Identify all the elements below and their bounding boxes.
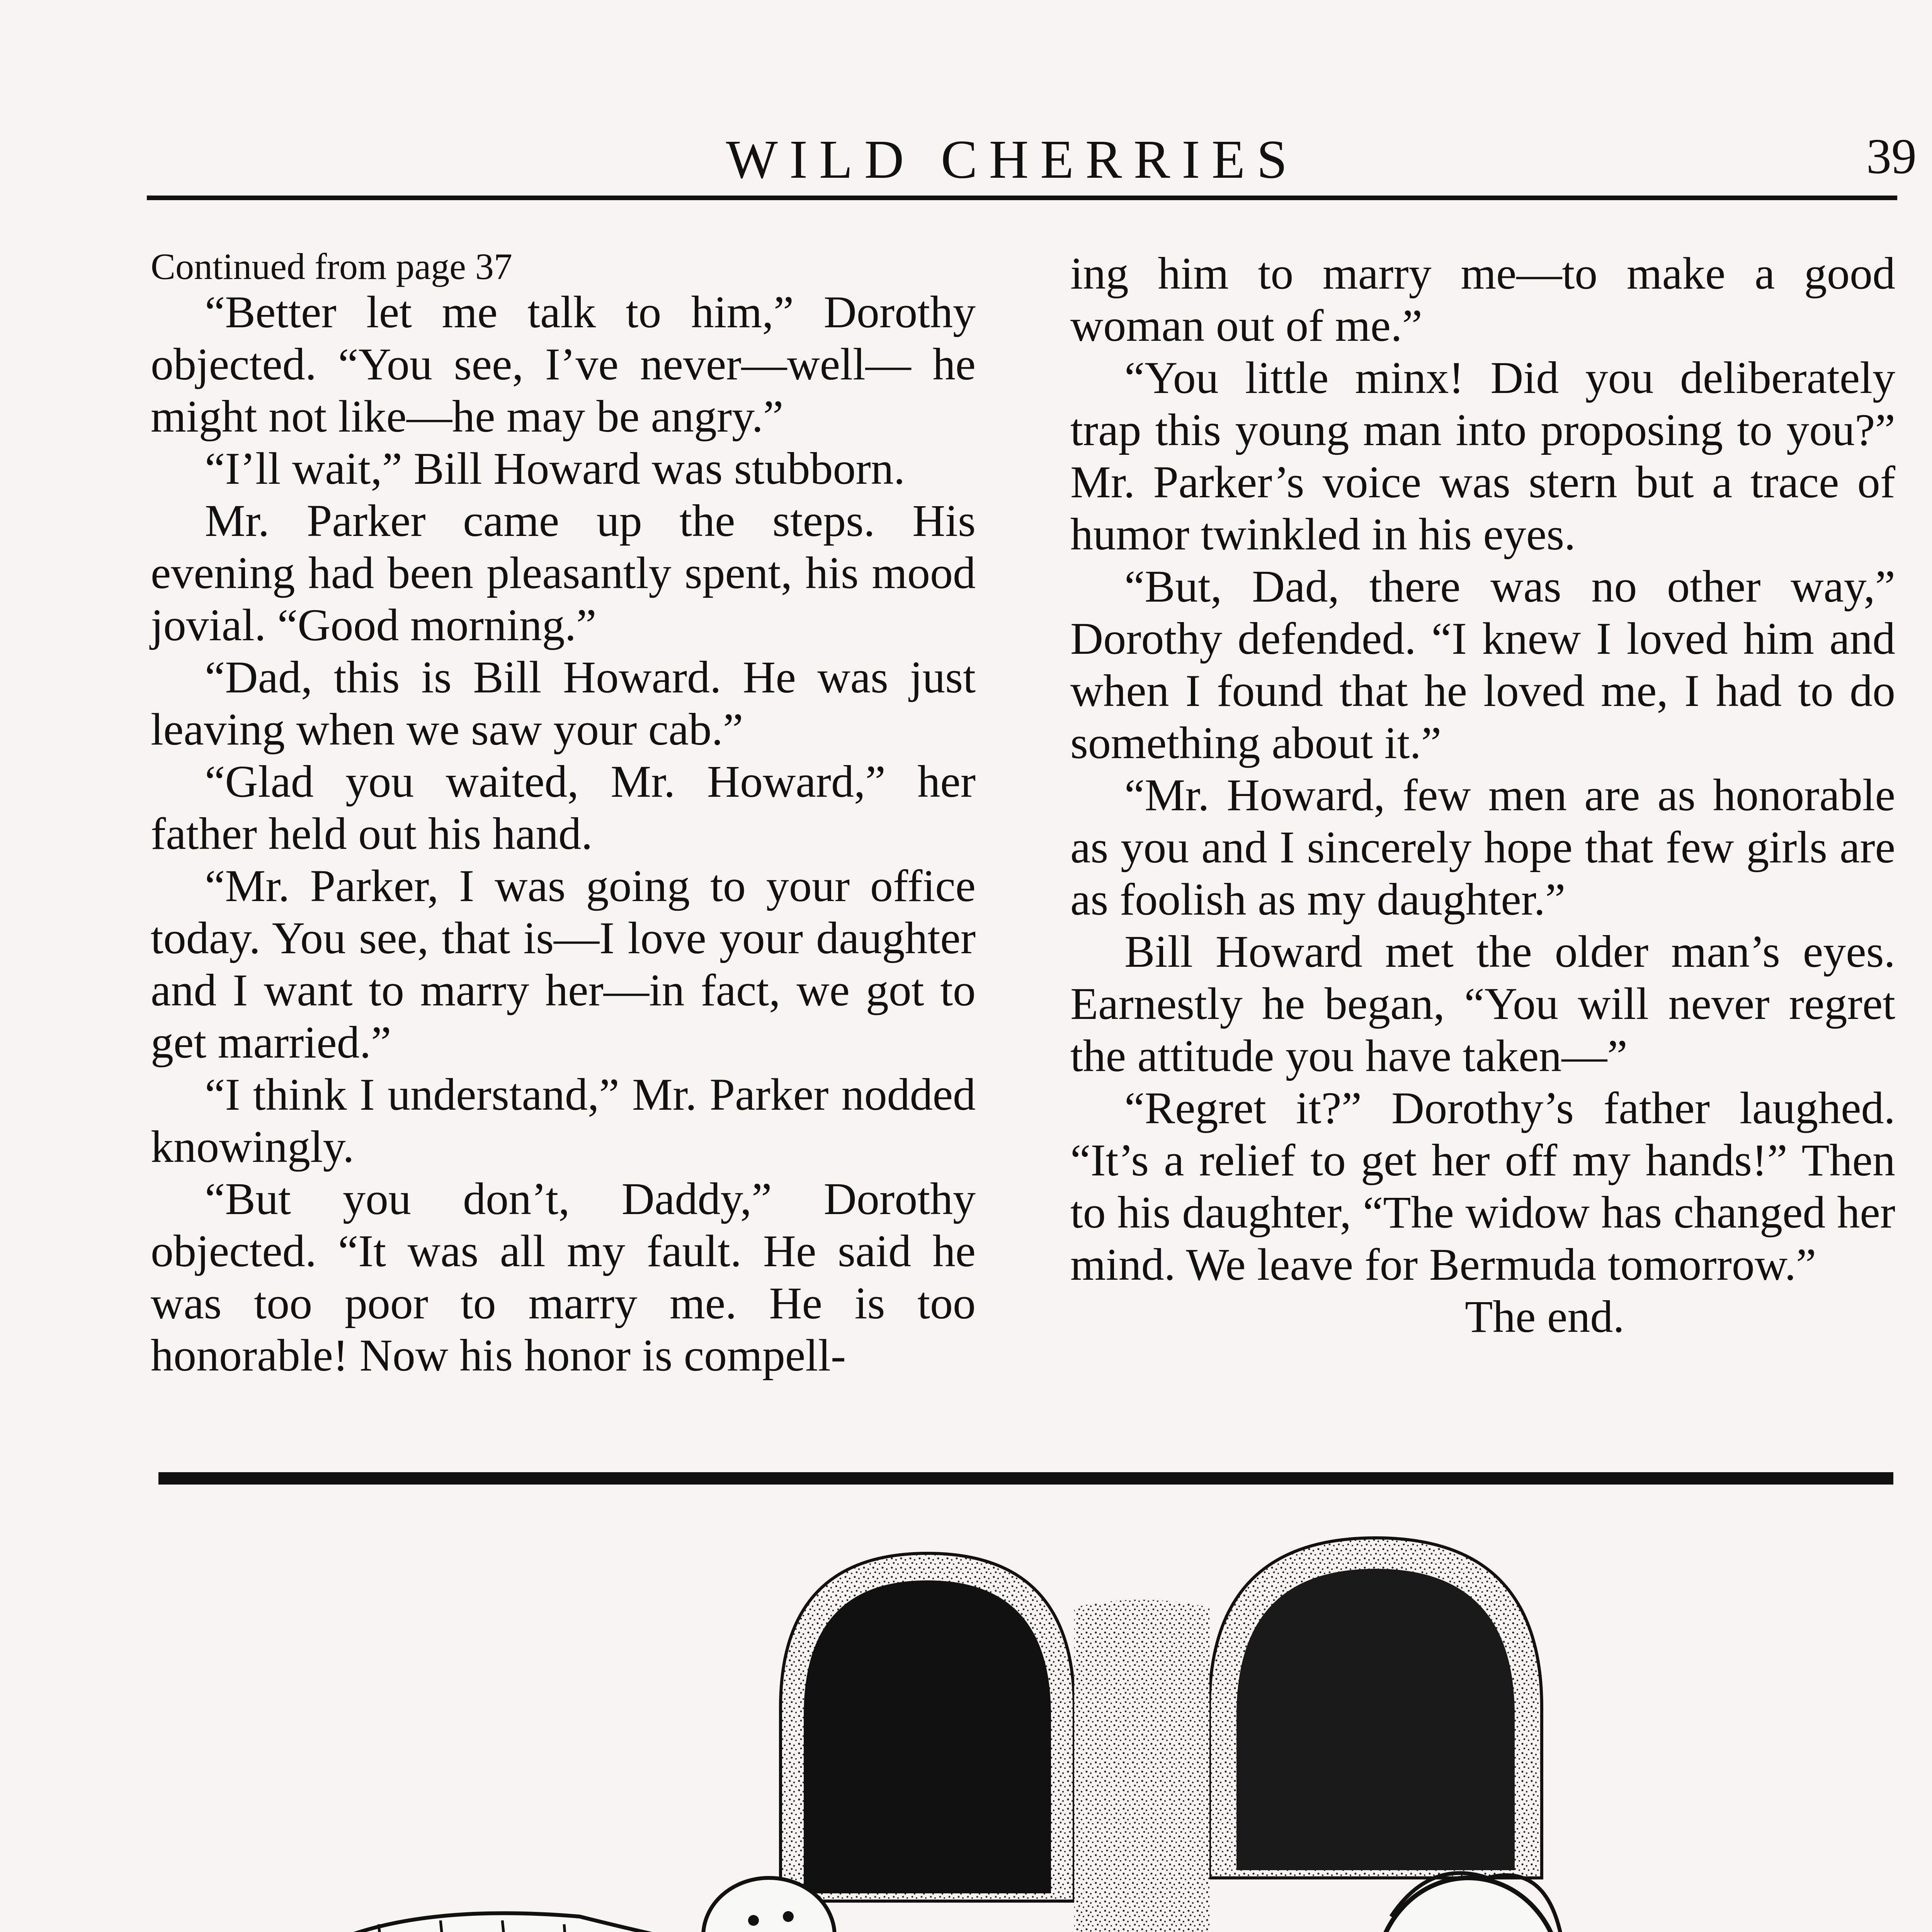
story-paragraph: “But you don’t, Daddy,” Dorothy objected. “It was all my fault. He said he was too poor to marry me. He is too honorable! Now his honor is compell- [151, 1173, 976, 1381]
story-paragraph: “But, Dad, there was no other way,” Dorothy defended. “I knew I loved him and when I found that he loved me, I had to do something about it.” [1070, 561, 1895, 768]
story-paragraph: “I’ll wait,” Bill Howard was stubborn. [205, 443, 905, 494]
story-paragraph: “Regret it?” Dorothy’s father laughed. “It’s a relief to get her off my hands!” Then to his daughter, “The widow has changed her mind. We leave for Bermuda tomorrow.” [1070, 1083, 1895, 1290]
story-paragraph: “I think I understand,” Mr. Parker nodded knowingly. [151, 1069, 976, 1172]
story-column-right [1070, 247, 1895, 1343]
story-paragraph: “Glad you waited, Mr. Howard,” her father held out his hand. [151, 756, 976, 859]
stone-arches [781, 1538, 1542, 1932]
story-end: The end. [1465, 1291, 1624, 1342]
museum-curator-figure [1244, 1873, 1719, 1932]
header-rule [147, 196, 1897, 200]
story-paragraph: “Dad, this is Bill Howard. He was just leaving when we saw your cab.” [151, 652, 976, 755]
story-paragraph: “Mr. Parker, I was going to your office today. You see, that is—I love your daughter and I want to marry her—in fact, we got to get married.” [151, 861, 976, 1068]
page-header-title: WILD CHERRIES [726, 129, 1299, 190]
page-number: 39 [1866, 129, 1917, 184]
mummy-antony [263, 1878, 835, 1932]
story-paragraph-continued: ing him to marry me—to make a good woman out of me.” [1070, 248, 1895, 351]
story-paragraph: Bill Howard met the older man’s eyes. Earnestly he began, “You will never regret the attitude you have taken—” [1070, 926, 1895, 1081]
continued-note: Continued from page 37 [151, 246, 512, 287]
story-column-left [151, 247, 976, 1381]
story-paragraph: “You little minx! Did you deliberately trap this young man into proposing to you?” Mr. Parker’s voice was stern but a trace of humor twinkled in his eyes. [1070, 352, 1895, 560]
story-paragraph: Mr. Parker came up the steps. His evening had been pleasantly spent, his mood jovial. “Good morning.” [151, 495, 976, 650]
mummies-cartoon-illustration [0, 1492, 1932, 1932]
section-divider [158, 1472, 1893, 1485]
story-paragraph: “Mr. Howard, few men are as honorable as you and I sincerely hope that few girls are as foolish as my daughter.” [1070, 770, 1895, 925]
story-paragraph: “Better let me talk to him,” Dorothy objected. “You see, I’ve never—well— he might not like—he may be angry.” [151, 287, 976, 442]
